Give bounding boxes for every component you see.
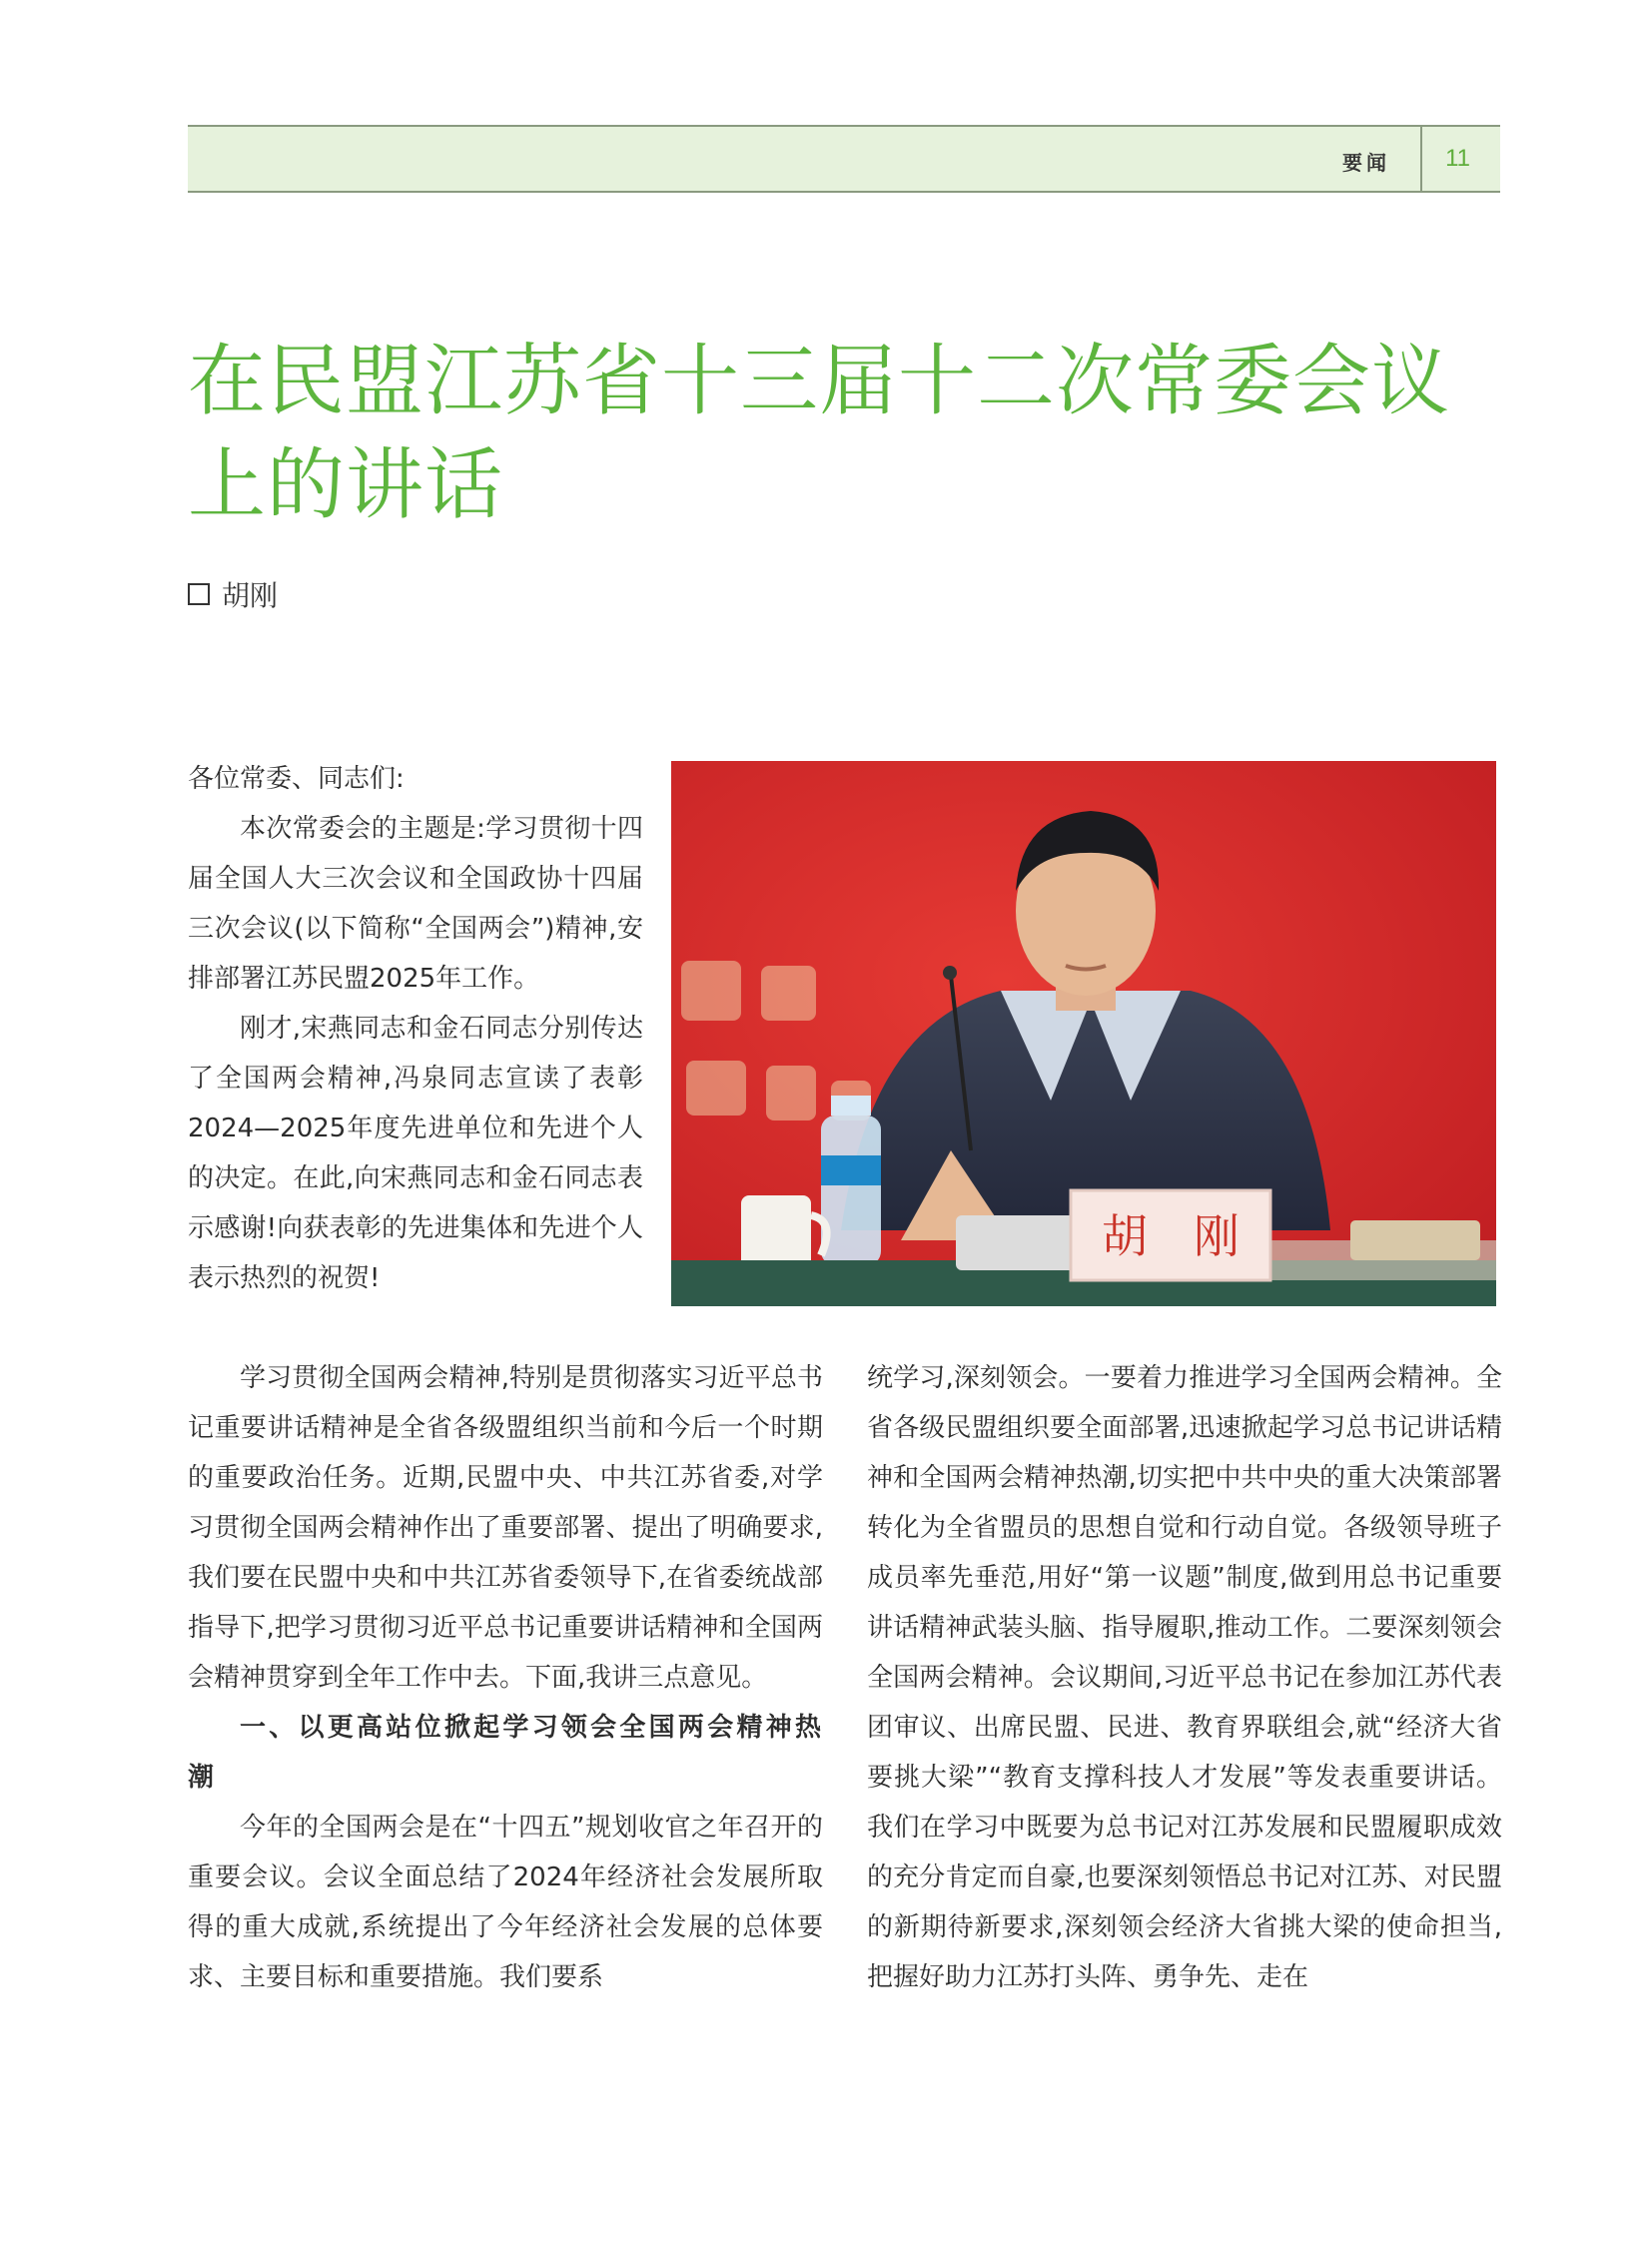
paragraph-4: 今年的全国两会是在“十四五”规划收官之年召开的重要会议。会议全面总结了2024年经济社会发展所取得的重大成就,系统提出了今年经济社会发展的总体要求、主要目标和重要措施。我们要系 <box>188 1813 823 1992</box>
section-heading-1: 一、以更高站位掀起学习领会全国两会精神热潮 <box>188 1713 823 1793</box>
paragraph-3: 学习贯彻全国两会精神,特别是贯彻落实习近平总书记重要讲话精神是全省各级盟组织当前和今后一个时期的重要政治任务。近期,民盟中央、中共江苏省委,对学习贯彻全国两会精神作出了重要部署、提出了明确要求,我们要在民盟中央和中共江苏省委领导下,在省委统战部指导下,把学习贯彻习近平总书记重要讲话精神和全国两会精神贯穿到全年工作中去。下面,我讲三点意见。 <box>188 1363 823 1693</box>
page-header <box>188 125 1500 193</box>
header-divider <box>1420 127 1422 191</box>
author-name: 胡刚 <box>222 579 279 612</box>
nameplate-text: 胡 刚 <box>1102 1209 1239 1263</box>
paragraph-1: 本次常委会的主题是:学习贯彻十四届全国人大三次会议和全国政协十四届三次会议(以下简称“全国两会”)精神,安排部署江苏民盟2025年工作。 <box>188 814 643 994</box>
paragraph-2: 刚才,宋燕同志和金石同志分别传达了全国两会精神,冯泉同志宣读了表彰2024—2025年度先进单位和先进个人的决定。在此,向宋燕同志和金石同志表示感谢!向获表彰的先进集体和先进个人表示热烈的祝贺! <box>188 1014 643 1293</box>
greeting: 各位常委、同志们: <box>188 764 405 794</box>
speaker-photo <box>671 761 1496 1306</box>
byline-square-icon <box>188 583 210 605</box>
page-number: 11 <box>1445 145 1470 172</box>
section-label: 要闻 <box>1342 151 1390 175</box>
column-left-top <box>188 754 643 1303</box>
article-title: 在民盟江苏省十三届十二次常委会议上的讲话 <box>188 337 1451 530</box>
speaker-photo-illustration <box>671 761 1496 1306</box>
paragraph-5: 统学习,深刻领会。一要着力推进学习全国两会精神。全省各级民盟组织要全面部署,迅速掀起学习总书记讲话精神和全国两会精神热潮,切实把中共中央的重大决策部署转化为全省盟员的思想自觉和行动自觉。各级领导班子成员率先垂范,用好“第一议题”制度,做到用总书记重要讲话精神武装头脑、指导履职,推动工作。二要深刻领会全国两会精神。会议期间,习近平总书记在参加江苏代表团审议、出席民盟、民进、教育界联组会,就“经济大省要挑大梁”“教育支撑科技人才发展”等发表重要讲话。我们在学习中既要为总书记对江苏发展和民盟履职成效的充分肯定而自豪,也要深刻领悟总书记对江苏、对民盟的新期待新要求,深刻领会经济大省挑大梁的使命担当,把握好助力江苏打头阵、勇争先、走在 <box>867 1363 1502 1992</box>
column-right <box>867 1353 1502 2002</box>
column-left-bottom <box>188 1353 823 2002</box>
byline <box>188 574 278 614</box>
